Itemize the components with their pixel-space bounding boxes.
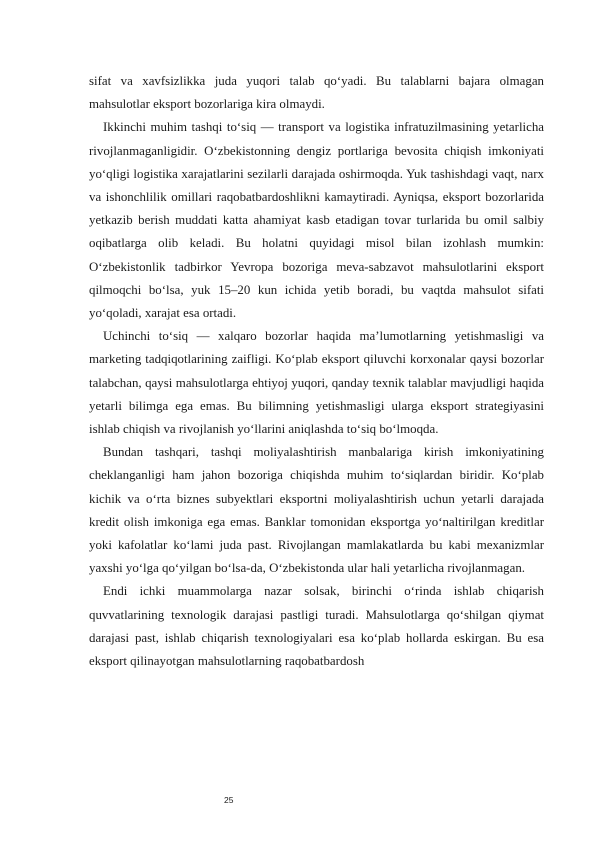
paragraph-market-information: Uchinchi to‘siq — xalqaro bozorlar haqida ma’lumotlarning yetishmasligi va marketing tadqiqotlarining zaifligi. Ko‘plab eksport qiluvchi korxonalar qaysi bozorlar talabchan, qaysi mahsulotlarga ehtiyoj yuqori, qanday texnik talablar mavjudligi haqida yetarli bilimga ega emas. Bu bilimning yetishmasligi ularga eksport strategiyasini ishlab chiqish va rivojlanish yo‘llarini aniqlashda to‘siq bo‘lmoqda. [89,329,544,437]
paragraph-internal-problems: Endi ichki muammolarga nazar solsak, birinchi o‘rinda ishlab chiqarish quvvatlarining texnologik darajasi pastligi turadi. Mahsulotlarga qo‘shilgan qiymat darajasi past, ishlab chiqarish texnologiyalari esa ko‘plab hollarda eskirgan. Bu esa eksport qilinayotgan mahsulotlarning raqobatbardosh [89,584,544,669]
paragraph-financing-access: Bundan tashqari, tashqi moliyalashtirish manbalariga kirish imkoniyatining cheklanganligi ham jahon bozoriga chiqishda muhim to‘siqlardan biridir. Ko‘plab kichik va o‘rta biznes subyektlari eksportni moliyalashtirish uchun yetarli darajada kredit olish imkoniga ega emas. Banklar tomonidan eksportga yo‘naltirilgan kreditlar yoki kafolatlar ko‘lami juda past. Rivojlangan mamlakatlarda bu kabi mexanizmlar yaxshi yo‘lga qo‘yilgan bo‘lsa-da, O‘zbekistonda ular hali yetarlicha rivojlanmagan. [89,445,544,576]
page-number: 25 [224,795,234,805]
paragraph-transport-logistics: Ikkinchi muhim tashqi to‘siq — transport va logistika infratuzilmasining yetarlicha rivojlanmaganligidir. O‘zbekistonning dengiz portlariga bevosita chiqish imkoniyati yo‘qligi logistika xarajatlarini sezilarli darajada oshirmoqda. Yuk tashishdagi vaqt, narx va ishonchlilik omillari raqobatbardoshlikni kamaytiradi. Ayniqsa, eksport bozorlarida yetkazib berish muddati katta ahamiyat kasb etadigan tovar turlarida bu omil salbiy oqibatlarga olib keladi. Bu holatni quyidagi misol bilan izohlash mumkin: O‘zbekistonlik tadbirkor Yevropa bozoriga meva-sabzavot mahsulotlarini eksport qilmoqchi bo‘lsa, yuk 15–20 kun ichida yetib boradi, bu vaqtda mahsulot sifati yo‘qoladi, xarajat esa ortadi. [89,120,544,321]
paragraph-continuation: sifat va xavfsizlikka juda yuqori talab qo‘yadi. Bu talablarni bajara olmagan mahsulotlar eksport bozorlariga kira olmaydi. [89,74,544,112]
document-body [89,70,544,673]
